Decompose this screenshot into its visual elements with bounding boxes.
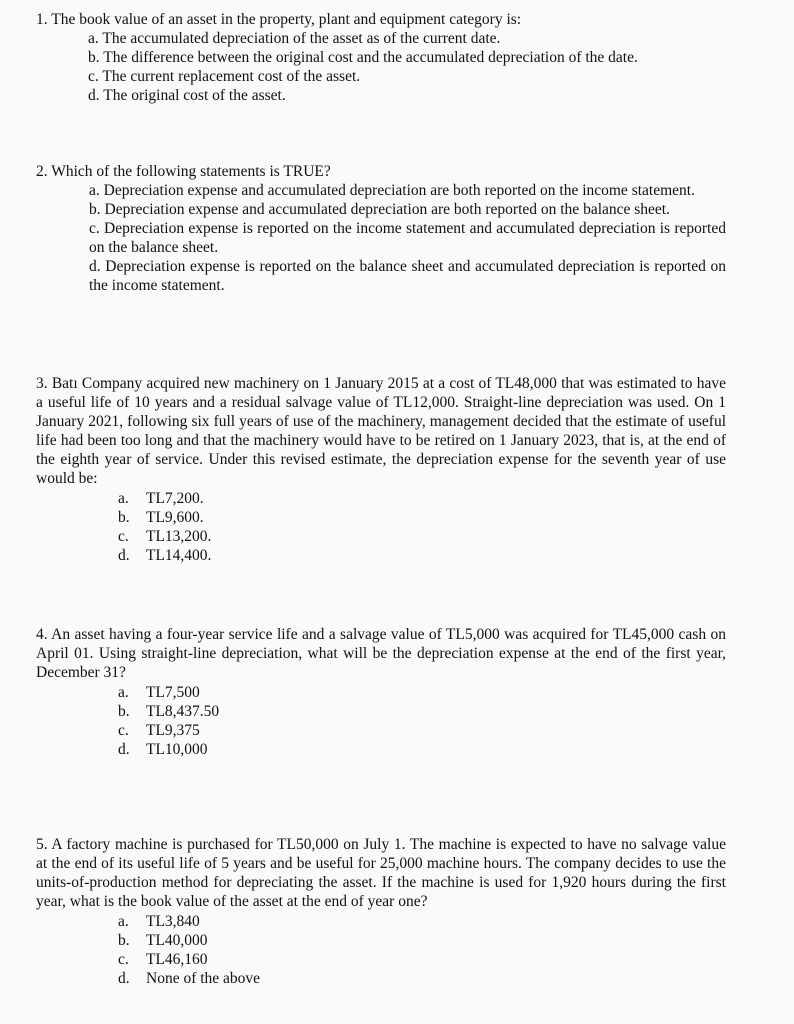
option-text: TL7,200.	[146, 490, 204, 507]
question-4-option-b	[118, 702, 726, 721]
option-letter: c.	[118, 722, 129, 739]
question-4-option-d	[118, 740, 726, 759]
option-text: TL9,600.	[146, 509, 204, 526]
question-2-option-b: b. Depreciation expense and accumulated depreciation are both reported on the balance sheet.	[89, 201, 670, 218]
question-2-option-a: a. Depreciation expense and accumulated depreciation are both reported on the income statement.	[89, 182, 695, 199]
option-letter: b.	[118, 703, 130, 720]
option-letter: a.	[118, 490, 129, 507]
option-letter: c.	[118, 528, 129, 545]
question-5-option-c	[118, 950, 726, 969]
option-letter: b.	[118, 509, 130, 526]
question-4	[36, 625, 726, 759]
question-3-stem: 3. Batı Company acquired new machinery on 1 January 2015 at a cost of TL48,000 that was estimated to have a useful life of 10 years and a residual salvage value of TL12,000. Straight-line depreciation was used. On 1 January 2021, following six full years of use of the machinery, management decided that the estimate of useful life had been too long and that the machinery would have to be retired on 1 January 2023, that is, at the end of the eighth year of service. Under this revised estimate, the depreciation expense for the seventh year of use would be:	[36, 375, 726, 487]
question-1-stem: 1. The book value of an asset in the property, plant and equipment category is:	[36, 11, 522, 28]
option-text: TL13,200.	[146, 528, 212, 545]
option-text: None of the above	[146, 970, 261, 987]
question-2	[36, 162, 726, 295]
option-letter: a.	[118, 684, 129, 701]
question-3-option-d	[118, 546, 726, 565]
question-4-option-c	[118, 721, 726, 740]
option-text: TL10,000	[146, 741, 208, 758]
question-5-option-b	[118, 931, 726, 950]
question-4-options	[118, 683, 726, 759]
question-2-option-c: c. Depreciation expense is reported on the income statement and accumulated depreciation is reported on the balance sheet.	[89, 220, 726, 256]
question-5	[36, 835, 726, 988]
option-letter: d.	[118, 970, 130, 987]
question-4-option-a	[118, 683, 726, 702]
option-letter: d.	[118, 741, 130, 758]
question-3-option-a	[118, 489, 726, 508]
question-5-stem: 5. A factory machine is purchased for TL50,000 on July 1. The machine is expected to have no salvage value at the end of its useful life of 5 years and be useful for 25,000 machine hours. The company decides to use the units-of-production method for depreciating the asset. If the machine is used for 1,920 hours during the first year, what is the book value of the asset at the end of year one?	[36, 836, 726, 910]
question-1-option-c: c. The current replacement cost of the asset.	[88, 68, 361, 85]
question-4-stem: 4. An asset having a four-year service life and a salvage value of TL5,000 was acquired for TL45,000 cash on April 01. Using straight-line depreciation, what will be the depreciation expense at the end of the first year, December 31?	[36, 626, 726, 681]
option-text: TL8,437.50	[146, 703, 220, 720]
question-1-option-b: b. The difference between the original cost and the accumulated depreciation of the date.	[88, 49, 638, 66]
question-2-option-d: d. Depreciation expense is reported on the balance sheet and accumulated depreciation is reported on the income statement.	[89, 258, 726, 294]
question-3-option-c	[118, 527, 726, 546]
question-3	[36, 374, 726, 565]
question-5-option-d	[118, 969, 726, 988]
question-5-options	[118, 912, 726, 988]
option-text: TL3,840	[146, 913, 200, 930]
question-3-option-b	[118, 508, 726, 527]
option-text: TL14,400.	[146, 547, 212, 564]
option-letter: b.	[118, 932, 130, 949]
question-5-option-a	[118, 912, 726, 931]
question-2-options	[89, 181, 726, 295]
option-letter: a.	[118, 913, 129, 930]
option-letter: c.	[118, 951, 129, 968]
question-2-stem: 2. Which of the following statements is TRUE?	[36, 163, 331, 180]
option-text: TL40,000	[146, 932, 208, 949]
option-text: TL46,160	[146, 951, 208, 968]
option-text: TL7,500	[146, 684, 200, 701]
question-3-options	[118, 489, 726, 565]
question-1	[36, 10, 736, 105]
option-text: TL9,375	[146, 722, 200, 739]
question-1-option-a: a. The accumulated depreciation of the asset as of the current date.	[88, 30, 501, 47]
option-letter: d.	[118, 547, 130, 564]
question-1-option-d: d. The original cost of the asset.	[88, 87, 286, 104]
question-1-options	[88, 29, 736, 105]
